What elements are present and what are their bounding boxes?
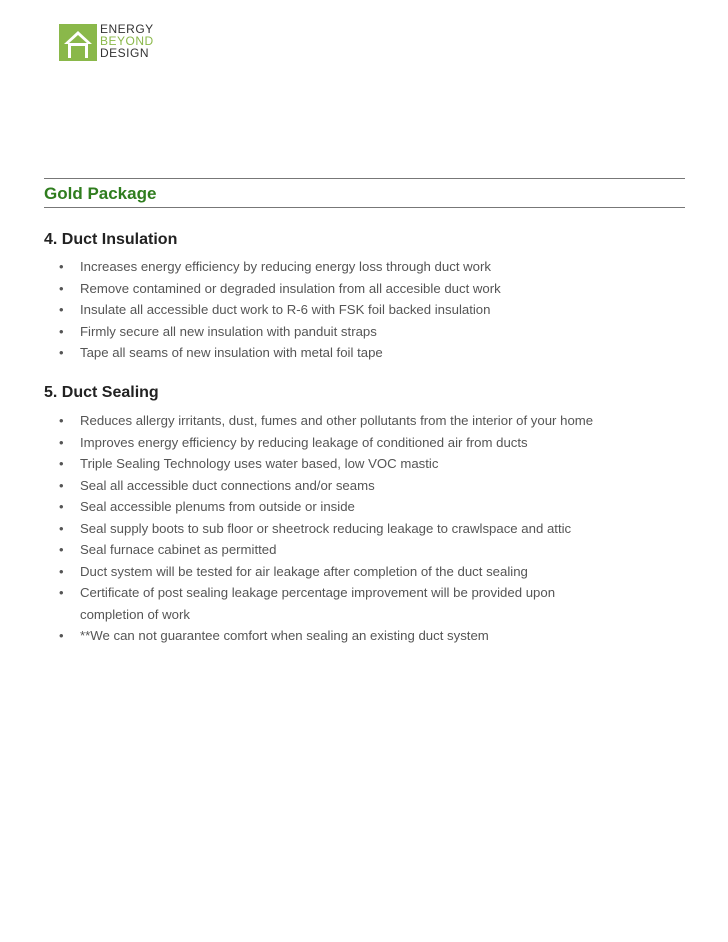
bullet-icon: • xyxy=(59,563,64,579)
bullet-icon: • xyxy=(59,259,64,274)
logo-line-3: DESIGN xyxy=(100,46,150,60)
logo-line-1: ENERGY xyxy=(100,22,154,36)
bullet-icon: • xyxy=(59,434,64,450)
list-item xyxy=(57,432,617,454)
bullet-icon: • xyxy=(59,302,64,317)
list-item-text: Insulate all accessible duct work to R-6 with FSK foil backed insulation xyxy=(80,302,491,317)
list-item-text: Seal all accessible duct connections and/or seams xyxy=(80,477,375,493)
bullet-icon: • xyxy=(59,542,64,557)
list-item-text: Increases energy efficiency by reducing energy loss through duct work xyxy=(80,259,491,274)
bullet-icon: • xyxy=(59,280,64,296)
list-item xyxy=(57,410,617,432)
list-item-text: Seal accessible plenums from outside or inside xyxy=(80,499,355,514)
list-item xyxy=(57,342,617,364)
list-item xyxy=(57,453,617,475)
package-title-bar xyxy=(44,178,685,208)
bullet-icon: • xyxy=(59,585,64,600)
list-item xyxy=(57,625,617,647)
list-item-text: Reduces allergy irritants, dust, fumes and other pollutants from the interior of your home xyxy=(80,413,594,428)
list-item-text: Seal supply boots to sub floor or sheetrock reducing leakage to crawlspace and attic xyxy=(80,520,572,536)
list-item-text: Certificate of post sealing leakage percentage improvement will be provided upon completion of work xyxy=(80,585,556,622)
list-item-text: Seal furnace cabinet as permitted xyxy=(80,542,277,557)
list-item-text: Remove contamined or degraded insulation from all accesible duct work xyxy=(80,280,501,296)
bullet-icon: • xyxy=(59,499,64,514)
list-item xyxy=(57,321,617,343)
duct-insulation-list xyxy=(57,256,617,364)
list-item-text: Triple Sealing Technology uses water based, low VOC mastic xyxy=(80,456,439,471)
bullet-icon: • xyxy=(59,628,64,643)
list-item-text: Tape all seams of new insulation with metal foil tape xyxy=(80,345,383,360)
logo-line-2: BEYOND xyxy=(100,34,154,48)
list-item-text: Firmly secure all new insulation with panduit straps xyxy=(80,323,377,339)
list-item xyxy=(57,496,617,518)
list-item xyxy=(57,299,617,321)
list-item-text: **We can not guarantee comfort when sealing an existing duct system xyxy=(80,628,489,643)
logo-wordmark xyxy=(100,23,154,59)
list-item xyxy=(57,475,617,497)
list-item xyxy=(57,278,617,300)
list-item xyxy=(57,256,617,278)
section-heading-duct-sealing: 5. Duct Sealing xyxy=(44,384,159,401)
list-item-text: Improves energy efficiency by reducing leakage of conditioned air from ducts xyxy=(80,434,528,450)
section-heading-duct-insulation: 4. Duct Insulation xyxy=(44,231,178,248)
bullet-icon: • xyxy=(59,345,64,360)
list-item xyxy=(57,518,617,540)
list-item xyxy=(57,561,617,583)
bullet-icon: • xyxy=(59,413,64,428)
list-item xyxy=(57,582,617,625)
package-title: Gold Package xyxy=(44,184,157,203)
bullet-icon: • xyxy=(59,477,64,493)
list-item xyxy=(57,539,617,561)
house-icon xyxy=(58,22,98,62)
duct-sealing-list xyxy=(57,410,617,647)
bullet-icon: • xyxy=(59,323,64,339)
bullet-icon: • xyxy=(59,520,64,536)
company-logo xyxy=(58,22,168,64)
bullet-icon: • xyxy=(59,456,64,471)
list-item-text: Duct system will be tested for air leakage after completion of the duct sealing xyxy=(80,563,528,579)
